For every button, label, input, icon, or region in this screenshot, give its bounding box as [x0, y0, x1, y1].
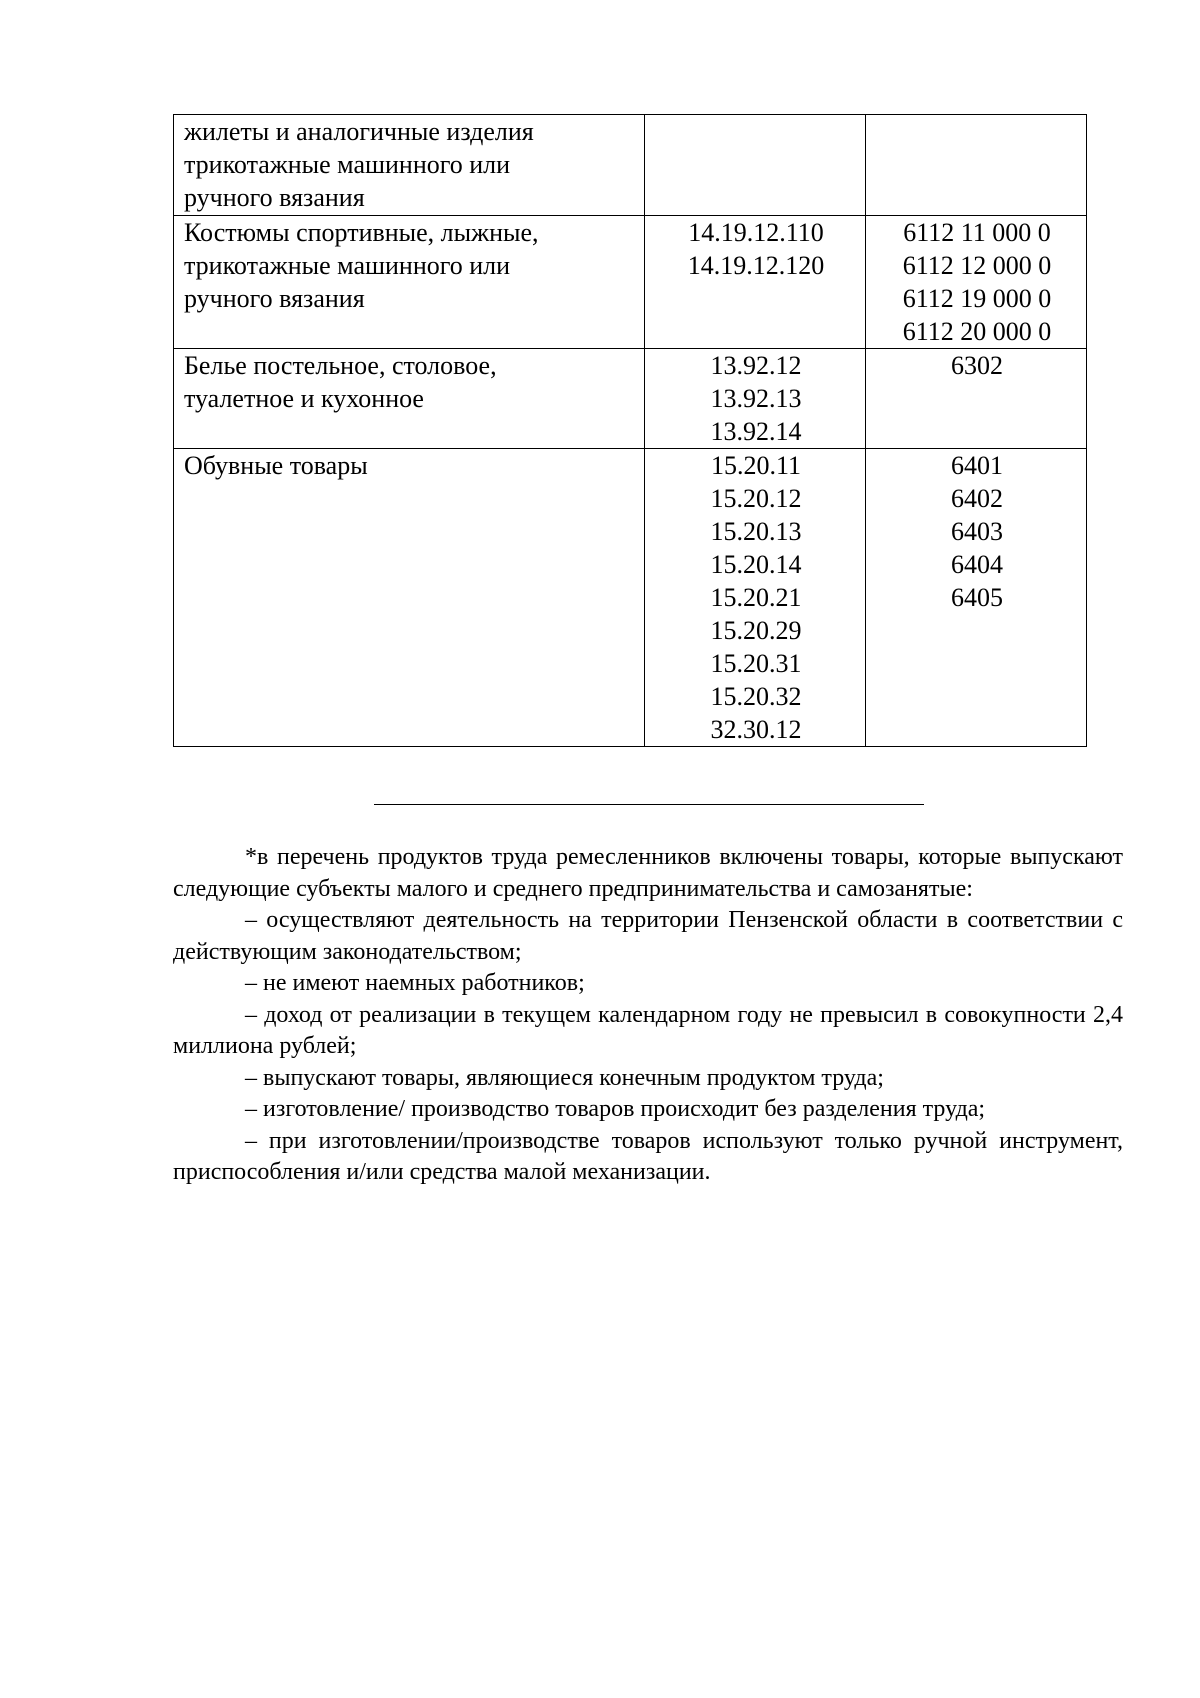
footnote-item: – не имеют наемных работников; — [245, 970, 585, 996]
cell-line: трикотажные машинного или — [184, 251, 511, 280]
cell-line: 6112 20 000 0 — [902, 317, 1052, 346]
cell-line: 15.20.29 — [710, 616, 802, 645]
cell-line: 6302 — [951, 351, 1003, 380]
cell-line: 15.20.31 — [710, 649, 802, 678]
okpd-code-cell — [645, 449, 866, 747]
footnote-item: – доход от реализации в текущем календарном году не превысил в совокупности 2,4 миллиона рублей; — [173, 1001, 1123, 1059]
cell-line: 15.20.13 — [710, 517, 802, 546]
cell-line: 14.19.12.110 — [688, 218, 824, 247]
tnved-code-cell — [866, 216, 1087, 349]
footnote-item: – изготовление/ производство товаров происходит без разделения труда; — [245, 1096, 986, 1122]
tnved-code-cell — [866, 449, 1087, 747]
okpd-code-cell — [645, 216, 866, 349]
footnote-item: – выпускают товары, являющиеся конечным продуктом труда; — [245, 1064, 884, 1091]
cell-line: 6403 — [951, 517, 1003, 546]
cell-line: 32.30.12 — [710, 715, 802, 744]
separator-line — [374, 804, 924, 805]
cell-line: 6401 — [951, 451, 1003, 480]
cell-line: 15.20.32 — [710, 682, 802, 711]
cell-line: 6112 19 000 0 — [902, 284, 1052, 313]
cell-line: 15.20.21 — [710, 583, 802, 612]
okpd-code-cell — [645, 115, 866, 216]
cell-line: 15.20.14 — [710, 550, 802, 579]
cell-line: 15.20.11 — [710, 451, 802, 480]
tnved-code-cell — [866, 115, 1087, 216]
cell-line: жилеты и аналогичные изделия — [184, 117, 534, 146]
goods-name-cell — [174, 449, 645, 747]
table-row — [174, 115, 1087, 216]
cell-line: туалетное и кухонное — [184, 384, 424, 413]
cell-line: 15.20.12 — [710, 484, 802, 513]
footnote-intro: *в перечень продуктов труда ремесленников включены товары, которые выпускают следующие субъекты малого и среднего предпринимательства и самозанятые: — [173, 844, 1123, 902]
footnote — [173, 842, 1123, 1189]
cell-line: Костюмы спортивные, лыжные, — [184, 218, 539, 247]
tnved-code-cell — [866, 349, 1087, 449]
table-row — [174, 349, 1087, 449]
goods-name-cell — [174, 349, 645, 449]
cell-line: 6112 11 000 0 — [903, 218, 1051, 247]
cell-line: 13.92.13 — [710, 384, 802, 413]
goods-name-cell — [174, 216, 645, 349]
goods-codes-table — [173, 114, 1087, 747]
cell-line: 6404 — [951, 550, 1003, 579]
table-row — [174, 216, 1087, 349]
cell-line: 13.92.12 — [710, 351, 802, 380]
cell-line: ручного вязания — [184, 284, 365, 313]
cell-line: трикотажные машинного или — [184, 150, 511, 179]
cell-line: 6112 12 000 0 — [902, 251, 1052, 280]
goods-name-cell — [174, 115, 645, 216]
cell-line: Обувные товары — [184, 451, 368, 480]
footnote-item: – при изготовлении/производстве товаров используют только ручной инструмент, приспособления и/или средства малой механизации. — [173, 1127, 1123, 1185]
cell-line: 13.92.14 — [710, 417, 802, 446]
cell-line: 6402 — [951, 484, 1003, 513]
cell-line: Белье постельное, столовое, — [184, 351, 497, 380]
cell-line: ручного вязания — [184, 183, 365, 212]
cell-line: 6405 — [951, 583, 1003, 612]
footnote-item: – осуществляют деятельность на территории Пензенской области в соответствии с действующим законодательством; — [173, 907, 1123, 965]
cell-line: 14.19.12.120 — [687, 251, 825, 280]
table-row — [174, 449, 1087, 747]
okpd-code-cell — [645, 349, 866, 449]
